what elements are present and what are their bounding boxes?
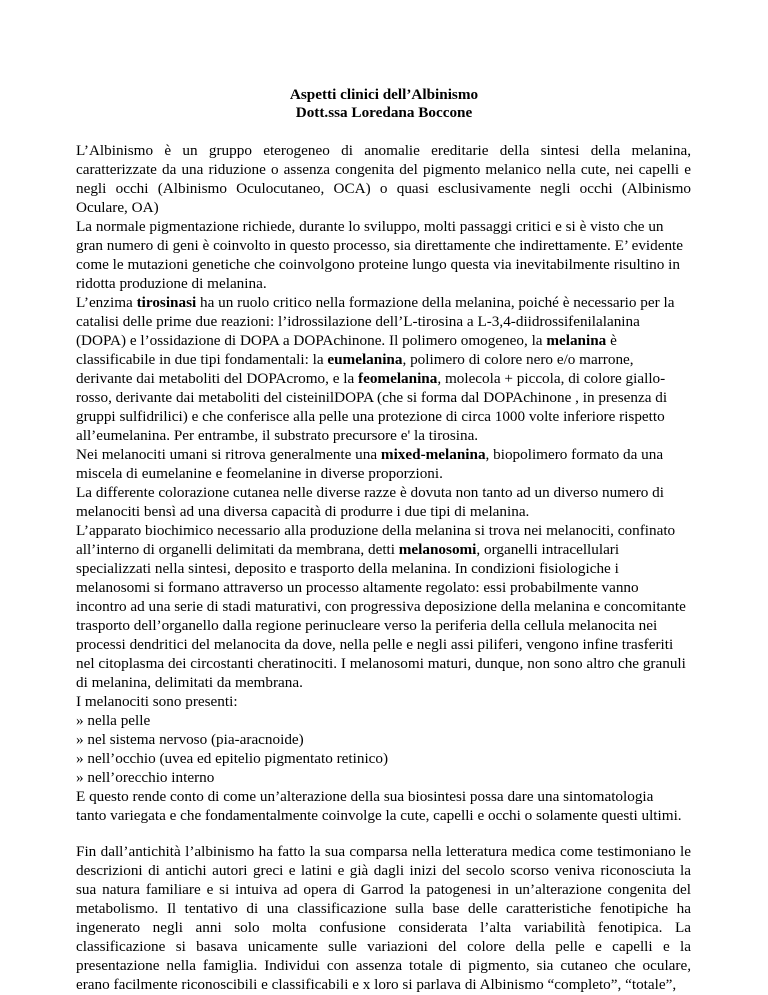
paragraph-line: gran numero di geni è coinvolto in questo processo, sia direttamente che indirettamente. E’ evidente xyxy=(76,237,684,254)
list-item: » nell’occhio (uvea ed epitelio pigmentato retinico) xyxy=(76,750,389,767)
paragraph-line: melanociti bensì ad una diversa capacità di produrre i due tipi di melanina. xyxy=(76,503,530,520)
paragraph-line: di melanina, delimitati da membrana. xyxy=(76,674,303,691)
paragraph-line: processi dendritici del melanocita da dove, nella pelle e negli assi piliferi, vengono infine trasferiti xyxy=(76,636,674,653)
paragraph-line: I melanociti sono presenti: xyxy=(76,693,238,710)
paragraph-line: L’enzima tirosinasi ha un ruolo critico nella formazione della melanina, poiché è necessario per la xyxy=(76,294,675,311)
term-melanina: melanina xyxy=(546,332,607,349)
paragraph-line: L’Albinismo è un gruppo eterogeneo di anomalie ereditarie della sintesi della melanina, xyxy=(76,142,691,159)
paragraph-line: all’interno di organelli delimitati da membrana, detti melanosomi, organelli intracellulari xyxy=(76,541,620,558)
term-mixed-melanina: mixed-melanina xyxy=(380,446,486,463)
term-melanosomi: melanosomi xyxy=(398,541,477,558)
paragraph-line: classificabile in due tipi fondamentali: la eumelanina, polimero di colore nero e/o marrone, xyxy=(76,351,634,368)
paragraph-line: caratterizzate da una riduzione o assenza congenita del pigmento melanico nella cute, nei capelli e xyxy=(76,161,691,178)
list-item: » nel sistema nervoso (pia-aracnoide) xyxy=(76,731,304,748)
paragraph-line: negli occhi (Albinismo Oculocutaneo, OCA) o quasi esclusivamente negli occhi (Albinismo xyxy=(76,180,691,197)
paragraph-line: specializzati nella sintesi, deposito e trasporto della melanina. In condizioni fisiologiche i xyxy=(76,560,619,577)
paragraph-line: derivante dai metaboliti del DOPAcromo, e la feomelanina, molecola + piccola, di colore giallo- xyxy=(76,370,666,387)
document-title: Aspetti clinici dell’Albinismo xyxy=(289,86,479,103)
paragraph-line: incontro ad una serie di stadi maturativi, con progressiva deposizione della melanina e concomitante xyxy=(76,598,686,615)
paragraph-line: E questo rende conto di come un’alterazione della sua biosintesi possa dare una sintomatologia xyxy=(76,788,654,805)
paragraph-line: all’eumelanina. Per entrambe, il substrato precursore e' la tirosina. xyxy=(76,427,479,444)
term-tirosinasi: tirosinasi xyxy=(136,294,197,311)
document-author: Dott.ssa Loredana Boccone xyxy=(295,104,473,121)
paragraph-line: La normale pigmentazione richiede, durante lo sviluppo, molti passaggi critici e si è visto che un xyxy=(76,218,664,235)
paragraph-line: sua natura familiare e si intuiva ad opera di Garrod la patogenesi in un’alterazione congenita del xyxy=(76,881,691,898)
paragraph-line: come le mutazioni genetiche che coinvolgono proteine lungo questa via inevitabilmente risultino in xyxy=(76,256,680,273)
paragraph-line: metabolismo. Il tentativo di una classificazione sulla base delle caratteristiche fenotipiche ha xyxy=(76,900,691,917)
list-item: » nella pelle xyxy=(76,712,151,729)
paragraph-line: trasporto dell’organello dalla regione perinucleare verso la periferia della cellula melanocita nei xyxy=(76,617,658,634)
paragraph-line: gruppi sulfidrilici) e che conferisce alla pelle una protezione di circa 1000 volte inferiore rispetto xyxy=(76,408,665,425)
term-feomelanina: feomelanina xyxy=(358,370,438,387)
paragraph-line: ingenerato negli anni solo molta confusione considerata l’alta variabilità fenotipica. La xyxy=(76,919,691,936)
paragraph-line: Nei melanociti umani si ritrova generalmente una mixed-melanina, biopolimero formato da una xyxy=(76,446,664,463)
paragraph-line: miscela di eumelanine e feomelanine in diverse proporzioni. xyxy=(76,465,443,482)
paragraph-line: erano facilmente riconoscibili e classificabili e x loro si parlava di Albinismo “completo”, “totale”, xyxy=(76,976,677,993)
paragraph-line: catalisi delle prime due reazioni: l’idrossilazione dell’L-tirosina a L-3,4-diidrossifenilalanina xyxy=(76,313,640,330)
paragraph-line: rosso, derivante dai metaboliti del cisteinilDOPA (che si forma dal DOPAchinone , in presenza di xyxy=(76,389,668,406)
paragraph-line: presentazione nella famiglia. Individui con assenza totale di pigmento, sia cutaneo che oculare, xyxy=(76,957,691,974)
paragraph-line: tanto variegata e che fondamentalmente coinvolge la cute, capelli e occhi o solamente questi ultimi. xyxy=(76,807,682,824)
paragraph-line: L’apparato biochimico necessario alla produzione della melanina si trova nei melanociti, confinato xyxy=(76,522,676,539)
list-item: » nell’orecchio interno xyxy=(76,769,215,786)
paragraph-line: melanosomi si formano attraverso un processo altamente regolato: essi probabilmente vanno xyxy=(76,579,639,596)
paragraph-line: La differente colorazione cutanea nelle diverse razze è dovuta non tanto ad un diverso numero di xyxy=(76,484,664,501)
paragraph-line: nel citoplasma dei circostanti cheratinociti. I melanosomi maturi, dunque, non sono altro che granuli xyxy=(76,655,686,672)
paragraph-line: ridotta produzione di melanina. xyxy=(76,275,267,292)
paragraph-line: (DOPA) e l’ossidazione di DOPA a DOPAchinone. Il polimero omogeneo, la melanina è xyxy=(76,332,617,349)
paragraph-line: Fin dall’antichità l’albinismo ha fatto la sua comparsa nella letteratura medica come testimoniano le xyxy=(76,843,691,860)
paragraph-line: Oculare, OA) xyxy=(76,199,159,216)
paragraph-line: descrizioni di antichi autori greci e latini e già dagli inizi del secolo scorso veniva riconosciuta la xyxy=(76,862,691,879)
term-eumelanina: eumelanina xyxy=(327,351,403,368)
paragraph-line: classificazione si basava unicamente sulle variazioni del colore della pelle e capelli e la xyxy=(76,938,691,955)
